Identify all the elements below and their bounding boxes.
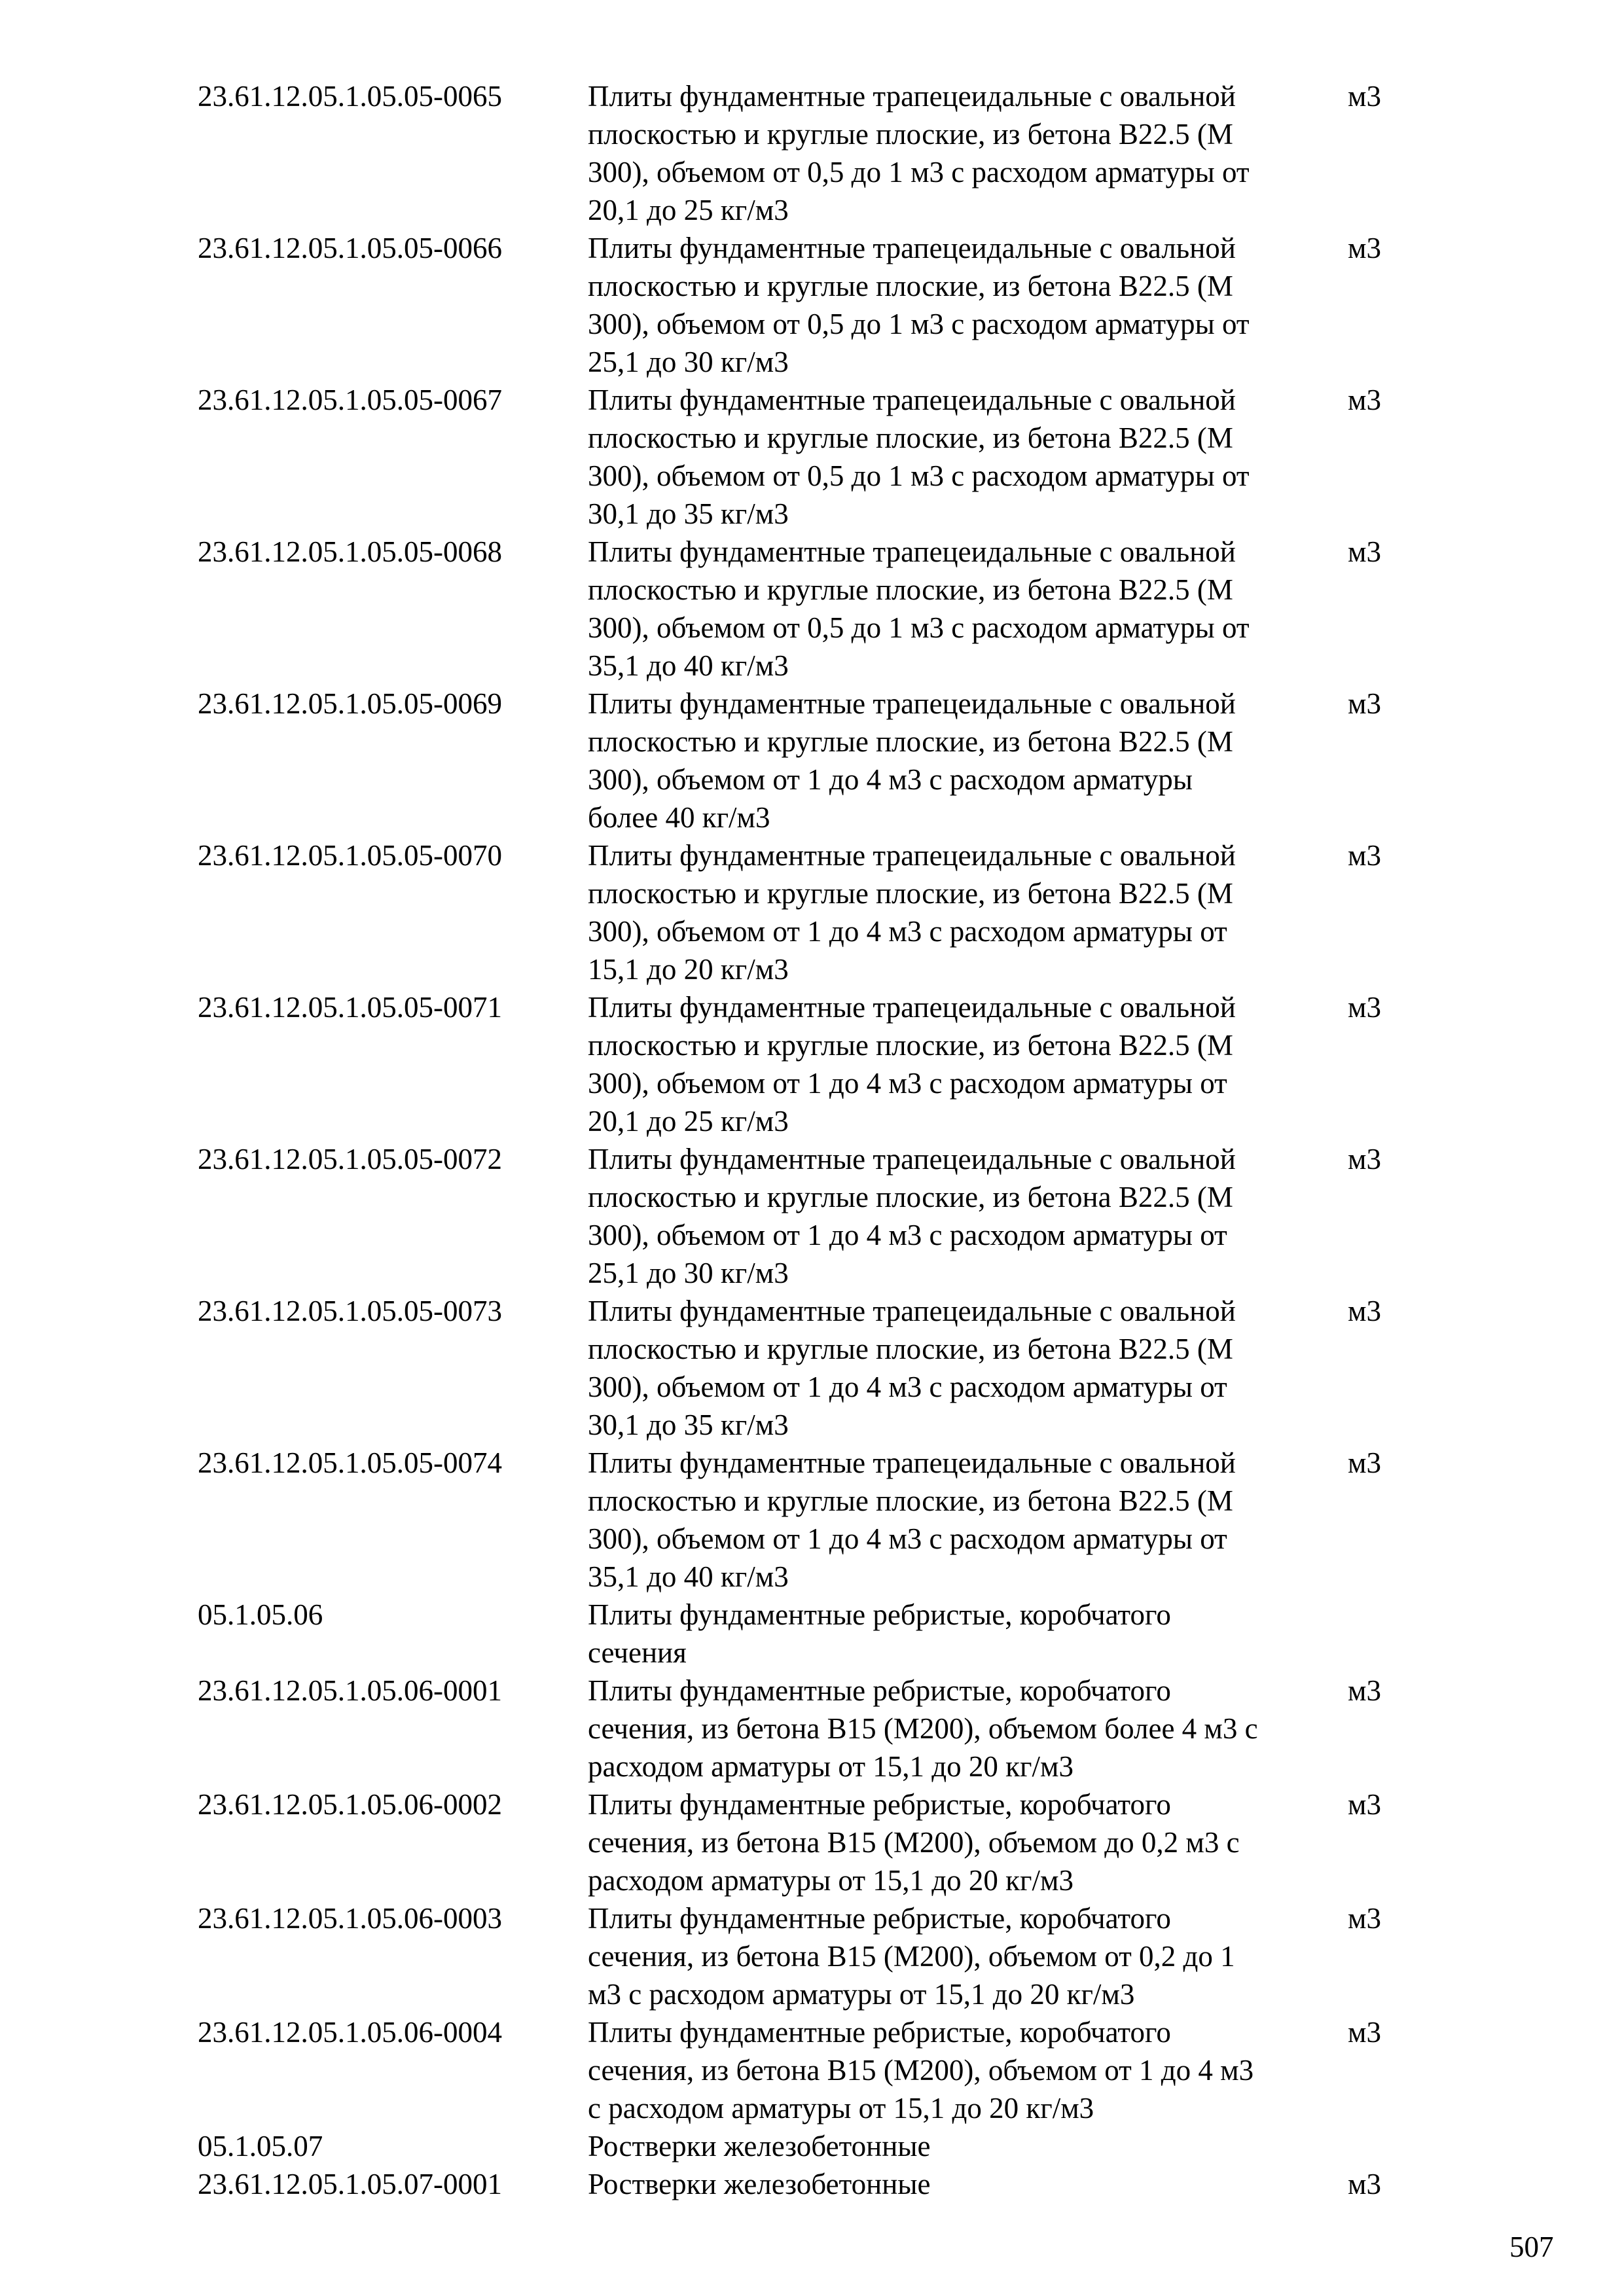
item-unit: м3 (1348, 2016, 1381, 2049)
item-code: 05.1.05.07 (198, 2130, 323, 2162)
item-code: 23.61.12.05.1.05.05-0070 (198, 839, 502, 872)
description-line: Ростверки железобетонные (588, 2168, 931, 2200)
item-unit: м3 (1348, 1788, 1381, 1821)
table-row (198, 77, 1441, 229)
item-code: 23.61.12.05.1.05.05-0065 (198, 80, 502, 113)
table-row (198, 2165, 1441, 2203)
description-line: сечения, из бетона В15 (М200), объемом от 1 до 4 м3 (588, 2054, 1254, 2087)
description-line: сечения (588, 1636, 687, 1669)
table-row (198, 381, 1441, 533)
description-line: Плиты фундаментные трапецеидальные с овальной (588, 1143, 1236, 1175)
table-row (198, 1672, 1441, 1785)
item-code: 23.61.12.05.1.05.06-0003 (198, 1902, 502, 1935)
item-unit: м3 (1348, 1674, 1381, 1707)
item-description (588, 1672, 1347, 1785)
description-line: 300), объемом от 1 до 4 м3 с расходом арматуры от (588, 1067, 1227, 1100)
description-line: плоскостью и круглые плоские, из бетона В22.5 (М (588, 1333, 1233, 1365)
item-code: 05.1.05.06 (198, 1598, 323, 1631)
item-description (588, 988, 1347, 1140)
description-line: плоскостью и круглые плоские, из бетона В22.5 (М (588, 573, 1233, 606)
description-line: сечения, из бетона В15 (М200), объемом до 0,2 м3 с (588, 1826, 1240, 1859)
description-line: более 40 кг/м3 (588, 801, 770, 834)
description-line: 300), объемом от 0,5 до 1 м3 с расходом арматуры от (588, 611, 1250, 644)
description-line: Плиты фундаментные ребристые, коробчатого (588, 2016, 1171, 2049)
description-line: Плиты фундаментные трапецеидальные с овальной (588, 232, 1236, 264)
description-line: 300), объемом от 0,5 до 1 м3 с расходом арматуры от (588, 308, 1250, 340)
item-unit: м3 (1348, 80, 1381, 113)
description-line: Плиты фундаментные ребристые, коробчатого (588, 1788, 1171, 1821)
description-line: плоскостью и круглые плоские, из бетона В22.5 (М (588, 270, 1233, 302)
description-line: Плиты фундаментные трапецеидальные с овальной (588, 991, 1236, 1024)
description-line: Плиты фундаментные трапецеидальные с овальной (588, 1295, 1236, 1327)
description-line: 15,1 до 20 кг/м3 (588, 953, 789, 986)
item-code: 23.61.12.05.1.05.06-0004 (198, 2016, 502, 2049)
item-code: 23.61.12.05.1.05.05-0071 (198, 991, 502, 1024)
description-line: Плиты фундаментные трапецеидальные с овальной (588, 687, 1236, 720)
table-row (198, 2013, 1441, 2127)
description-line: плоскостью и круглые плоские, из бетона В22.5 (М (588, 1484, 1233, 1517)
item-description (588, 685, 1347, 836)
description-line: Плиты фундаментные трапецеидальные с овальной (588, 80, 1236, 113)
description-line: 25,1 до 30 кг/м3 (588, 346, 789, 378)
table-row (198, 988, 1441, 1140)
description-line: 20,1 до 25 кг/м3 (588, 194, 789, 226)
table-row (198, 685, 1441, 836)
table-row (198, 1140, 1441, 1292)
table-row (198, 1785, 1441, 1899)
item-description (588, 836, 1347, 988)
item-code: 23.61.12.05.1.05.05-0068 (198, 535, 502, 568)
table-row (198, 533, 1441, 685)
description-line: плоскостью и круглые плоские, из бетона В22.5 (М (588, 1181, 1233, 1213)
item-unit: м3 (1348, 2168, 1381, 2200)
description-line: 20,1 до 25 кг/м3 (588, 1105, 789, 1138)
table-row (198, 1444, 1441, 1596)
item-code: 23.61.12.05.1.05.05-0066 (198, 232, 502, 264)
table-row (198, 229, 1441, 381)
item-unit: м3 (1348, 232, 1381, 264)
item-unit: м3 (1348, 535, 1381, 568)
table-row (198, 836, 1441, 988)
item-unit: м3 (1348, 1295, 1381, 1327)
description-line: сечения, из бетона В15 (М200), объемом от 0,2 до 1 (588, 1940, 1235, 1973)
item-unit: м3 (1348, 839, 1381, 872)
item-description (588, 2127, 1347, 2165)
description-line: плоскостью и круглые плоские, из бетона В22.5 (М (588, 1029, 1233, 1062)
table-row (198, 1292, 1441, 1444)
description-line: сечения, из бетона В15 (М200), объемом более 4 м3 с (588, 1712, 1258, 1745)
description-line: 300), объемом от 0,5 до 1 м3 с расходом арматуры от (588, 156, 1250, 188)
description-line: 300), объемом от 1 до 4 м3 с расходом арматуры от (588, 1219, 1227, 1251)
description-line: Плиты фундаментные ребристые, коробчатого (588, 1674, 1171, 1707)
description-line: плоскостью и круглые плоские, из бетона В22.5 (М (588, 118, 1233, 151)
item-unit: м3 (1348, 384, 1381, 416)
description-line: Плиты фундаментные ребристые, коробчатого (588, 1902, 1171, 1935)
description-line: 300), объемом от 1 до 4 м3 с расходом арматуры (588, 763, 1193, 796)
description-line: Ростверки железобетонные (588, 2130, 931, 2162)
description-line: 35,1 до 40 кг/м3 (588, 1560, 789, 1593)
item-code: 23.61.12.05.1.05.06-0001 (198, 1674, 502, 1707)
item-description (588, 1292, 1347, 1444)
description-line: 300), объемом от 1 до 4 м3 с расходом арматуры от (588, 1371, 1227, 1403)
item-description (588, 381, 1347, 533)
item-description (588, 2165, 1347, 2203)
item-unit: м3 (1348, 687, 1381, 720)
item-unit: м3 (1348, 1902, 1381, 1935)
item-code: 23.61.12.05.1.05.05-0072 (198, 1143, 502, 1175)
item-code: 23.61.12.05.1.05.06-0002 (198, 1788, 502, 1821)
item-code: 23.61.12.05.1.05.05-0073 (198, 1295, 502, 1327)
description-line: плоскостью и круглые плоские, из бетона В22.5 (М (588, 725, 1233, 758)
item-code: 23.61.12.05.1.05.05-0067 (198, 384, 502, 416)
item-unit: м3 (1348, 1446, 1381, 1479)
description-line: Плиты фундаментные трапецеидальные с овальной (588, 839, 1236, 872)
description-line: 25,1 до 30 кг/м3 (588, 1257, 789, 1289)
description-line: 30,1 до 35 кг/м3 (588, 497, 789, 530)
item-description (588, 1140, 1347, 1292)
description-line: 35,1 до 40 кг/м3 (588, 649, 789, 682)
description-line: 300), объемом от 0,5 до 1 м3 с расходом арматуры от (588, 459, 1250, 492)
description-line: Плиты фундаментные трапецеидальные с овальной (588, 1446, 1236, 1479)
description-line: 30,1 до 35 кг/м3 (588, 1408, 789, 1441)
item-unit: м3 (1348, 991, 1381, 1024)
description-line: м3 с расходом арматуры от 15,1 до 20 кг/м3 (588, 1978, 1135, 2011)
item-unit: м3 (1348, 1143, 1381, 1175)
description-line: плоскостью и круглые плоские, из бетона В22.5 (М (588, 877, 1233, 910)
item-description (588, 1444, 1347, 1596)
table-row (198, 1899, 1441, 2013)
item-description (588, 1899, 1347, 2013)
item-code: 23.61.12.05.1.05.05-0074 (198, 1446, 502, 1479)
description-line: Плиты фундаментные трапецеидальные с овальной (588, 384, 1236, 416)
description-line: расходом арматуры от 15,1 до 20 кг/м3 (588, 1864, 1074, 1897)
description-line: 300), объемом от 1 до 4 м3 с расходом арматуры от (588, 915, 1227, 948)
description-line: Плиты фундаментные ребристые, коробчатого (588, 1598, 1171, 1631)
price-list-table (198, 77, 1441, 2203)
item-description (588, 1596, 1347, 1672)
table-row (198, 1596, 1441, 1672)
description-line: 300), объемом от 1 до 4 м3 с расходом арматуры от (588, 1522, 1227, 1555)
item-code: 23.61.12.05.1.05.05-0069 (198, 687, 502, 720)
item-description (588, 77, 1347, 229)
item-code: 23.61.12.05.1.05.07-0001 (198, 2168, 502, 2200)
description-line: с расходом арматуры от 15,1 до 20 кг/м3 (588, 2092, 1094, 2125)
description-line: Плиты фундаментные трапецеидальные с овальной (588, 535, 1236, 568)
table-row (198, 2127, 1441, 2165)
item-description (588, 1785, 1347, 1899)
item-description (588, 229, 1347, 381)
description-line: плоскостью и круглые плоские, из бетона В22.5 (М (588, 422, 1233, 454)
item-description (588, 2013, 1347, 2127)
page-number: 507 (1509, 2231, 1554, 2263)
item-description (588, 533, 1347, 685)
description-line: расходом арматуры от 15,1 до 20 кг/м3 (588, 1750, 1074, 1783)
